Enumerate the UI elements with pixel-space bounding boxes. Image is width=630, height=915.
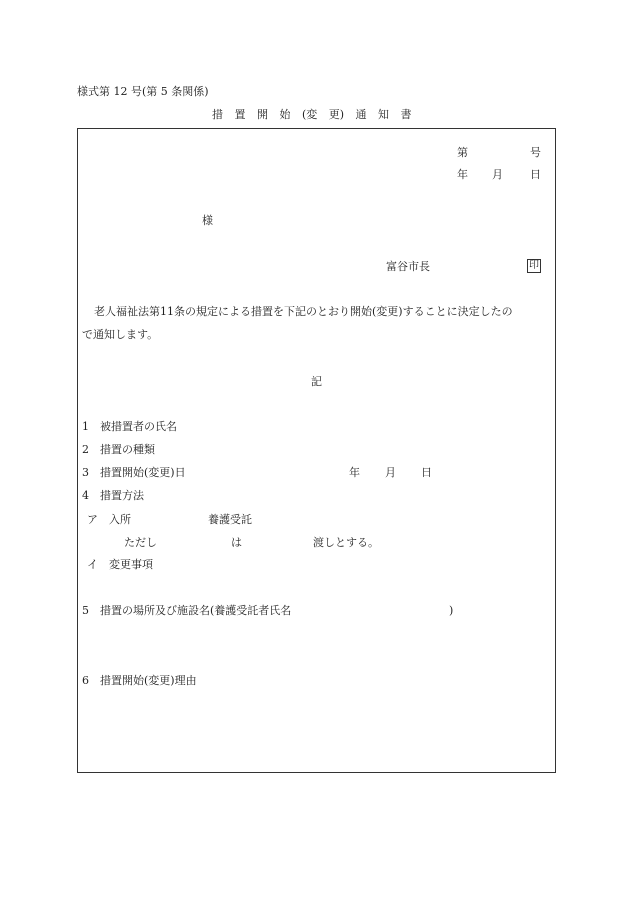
body-text-line2: で通知します。 xyxy=(82,328,159,341)
item-3-year: 年 xyxy=(349,466,360,479)
item-1: 1 被措置者の氏名 xyxy=(82,420,177,433)
ki-heading: 記 xyxy=(311,375,322,388)
item-5-close-paren: ) xyxy=(449,604,454,617)
body-text-line1: 老人福祉法第11条の規定による措置を下記のとおり開始(変更)することに決定したの xyxy=(94,305,513,318)
item-5: 5 措置の場所及び施設名(養護受託者氏名 xyxy=(82,604,292,617)
item-4: 4 措置方法 xyxy=(82,489,144,502)
form-number-label: 様式第 12 号(第 5 条関係) xyxy=(77,85,209,98)
date-month: 月 xyxy=(492,168,503,181)
item-4b: イ 変更事項 xyxy=(87,558,153,571)
item-4a-wa: は xyxy=(231,536,242,549)
item-3-month: 月 xyxy=(385,466,396,479)
number-suffix: 号 xyxy=(530,146,541,159)
seal-stamp: 印 xyxy=(529,260,539,271)
number-prefix: 第 xyxy=(457,146,468,159)
date-year: 年 xyxy=(457,168,468,181)
recipient-honorific: 様 xyxy=(202,214,213,227)
item-4a-watashi: 渡しとする。 xyxy=(313,536,379,549)
item-2: 2 措置の種類 xyxy=(82,443,155,456)
sender-name: 富谷市長 xyxy=(386,260,430,273)
item-6: 6 措置開始(変更)理由 xyxy=(82,674,197,687)
document-title: 措 置 開 始 (変 更) 通 知 書 xyxy=(212,108,412,121)
item-4a-label: ア 入所 xyxy=(87,513,131,526)
item-3-day: 日 xyxy=(421,466,432,479)
item-3: 3 措置開始(変更)日 xyxy=(82,466,186,479)
date-day: 日 xyxy=(530,168,541,181)
item-4a-tadashi: ただし xyxy=(124,536,157,549)
item-4a-type: 養護受託 xyxy=(208,513,252,526)
